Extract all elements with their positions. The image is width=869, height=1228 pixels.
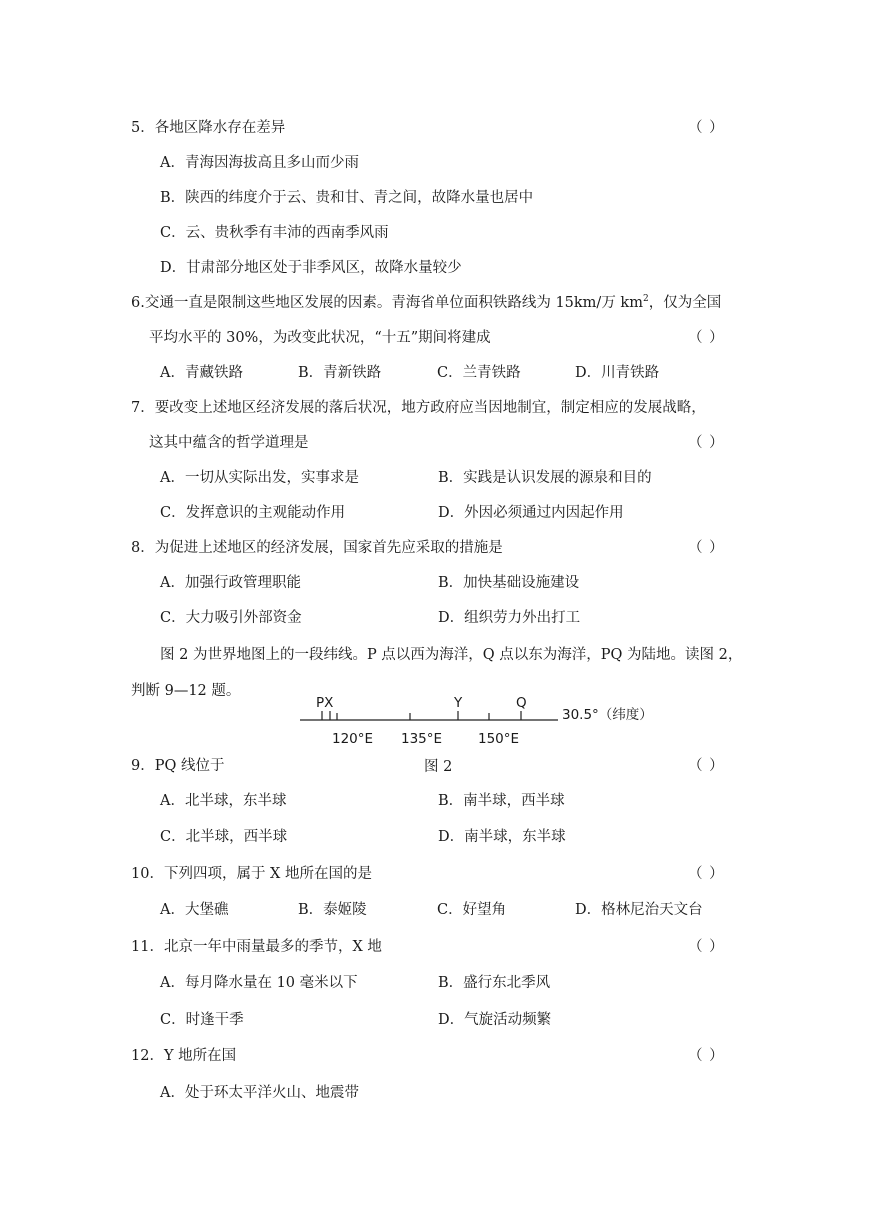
figure-intro-line1: 图 2 为世界地图上的一段纬线。P 点以西为海洋，Q 点以东为海洋，PQ 为陆地。读图 2， (160, 647, 743, 663)
q11-option-d: D．气旋活动频繁 (438, 1012, 552, 1028)
q5-option-c: C．云、贵秋季有丰沛的西南季风雨 (160, 225, 389, 241)
q10-option-c: C．好望角 (437, 902, 507, 918)
q12-answer-blank: （ ） (688, 1048, 725, 1064)
q8-stem: 8．为促进上述地区的经济发展，国家首先应采取的措施是 (131, 540, 503, 556)
q10-option-b: B．泰姬陵 (298, 902, 367, 918)
q5-option-a: A．青海因海拔高且多山而少雨 (160, 155, 359, 171)
q7-stem-line1: 7．要改变上述地区经济发展的落后状况，地方政府应当因地制宜，制定相应的发展战略， (131, 400, 706, 416)
tick-label-150e: 150°E (478, 731, 520, 747)
q6-stem-superscript: 2 (642, 294, 649, 304)
q7-option-a: A．一切从实际出发，实事求是 (160, 470, 359, 486)
q7-answer-blank: （ ） (688, 435, 725, 451)
latitude-label: 30.5°（纬度） (562, 707, 653, 723)
q8-option-b: B．加快基础设施建设 (438, 575, 580, 591)
q9-option-c: C．北半球，西半球 (160, 829, 288, 845)
q11-option-c: C．时逢干季 (160, 1012, 244, 1028)
q8-option-d: D．组织劳力外出打工 (438, 610, 581, 626)
label-y: Y (454, 695, 463, 711)
tick-label-120e: 120°E (332, 731, 374, 747)
q7-option-d: D．外因必须通过内因起作用 (438, 505, 624, 521)
q8-option-a: A．加强行政管理职能 (160, 575, 301, 591)
label-q: Q (516, 695, 527, 711)
q6-stem-text-a: 6.交通一直是限制这些地区发展的因素。青海省单位面积铁路线为 15km/万 km (131, 295, 643, 311)
q7-option-b: B．实践是认识发展的源泉和目的 (438, 470, 652, 486)
q9-answer-blank: （ ） (688, 758, 725, 774)
tick-label-135e: 135°E (401, 731, 443, 747)
q9-option-a: A．北半球，东半球 (160, 793, 287, 809)
q6-option-a: A．青藏铁路 (160, 365, 243, 381)
q7-stem-line2: 这其中蕴含的哲学道理是 (149, 435, 309, 451)
q6-stem-text-b: ，仅为全国 (648, 295, 722, 311)
q7-option-c: C．发挥意识的主观能动作用 (160, 505, 346, 521)
q6-answer-blank: （ ） (688, 330, 725, 346)
q8-answer-blank: （ ） (688, 540, 725, 556)
q10-option-a: A．大堡礁 (160, 902, 229, 918)
q10-stem: 10．下列四项，属于 X 地所在国的是 (131, 866, 372, 882)
figure-intro-line2: 判断 9—12 题。 (131, 683, 241, 699)
q11-option-b: B．盛行东北季风 (438, 975, 551, 991)
q5-option-d: D．甘肃部分地区处于非季风区，故降水量较少 (160, 260, 462, 276)
q10-option-d: D．格林尼治天文台 (575, 902, 703, 918)
q11-stem: 11．北京一年中雨量最多的季节，X 地 (131, 939, 382, 955)
figure-caption: 图 2 (424, 759, 453, 775)
q8-option-c: C．大力吸引外部资金 (160, 610, 302, 626)
q10-answer-blank: （ ） (688, 866, 725, 882)
q5-option-b: B．陕西的纬度介于云、贵和甘、青之间，故降水量也居中 (160, 190, 534, 206)
label-px: PX (316, 695, 334, 711)
q9-stem: 9．PQ 线位于 (131, 758, 225, 774)
q5-answer-blank: （ ） (688, 120, 725, 136)
q12-stem: 12．Y 地所在国 (131, 1048, 237, 1064)
q11-answer-blank: （ ） (688, 939, 725, 955)
q11-option-a: A．每月降水量在 10 毫米以下 (160, 975, 358, 991)
q5-stem: 5．各地区降水存在差异 (131, 120, 286, 136)
q6-option-d: D．川青铁路 (575, 365, 660, 381)
q9-option-b: B．南半球，西半球 (438, 793, 565, 809)
q12-option-a: A．处于环太平洋火山、地震带 (160, 1085, 359, 1101)
q9-option-d: D．南半球，东半球 (438, 829, 566, 845)
q6-option-c: C．兰青铁路 (437, 365, 521, 381)
q6-stem-line2: 平均水平的 30%，为改变此状况，“十五”期间将建成 (149, 330, 491, 346)
q6-option-b: B．青新铁路 (298, 365, 382, 381)
